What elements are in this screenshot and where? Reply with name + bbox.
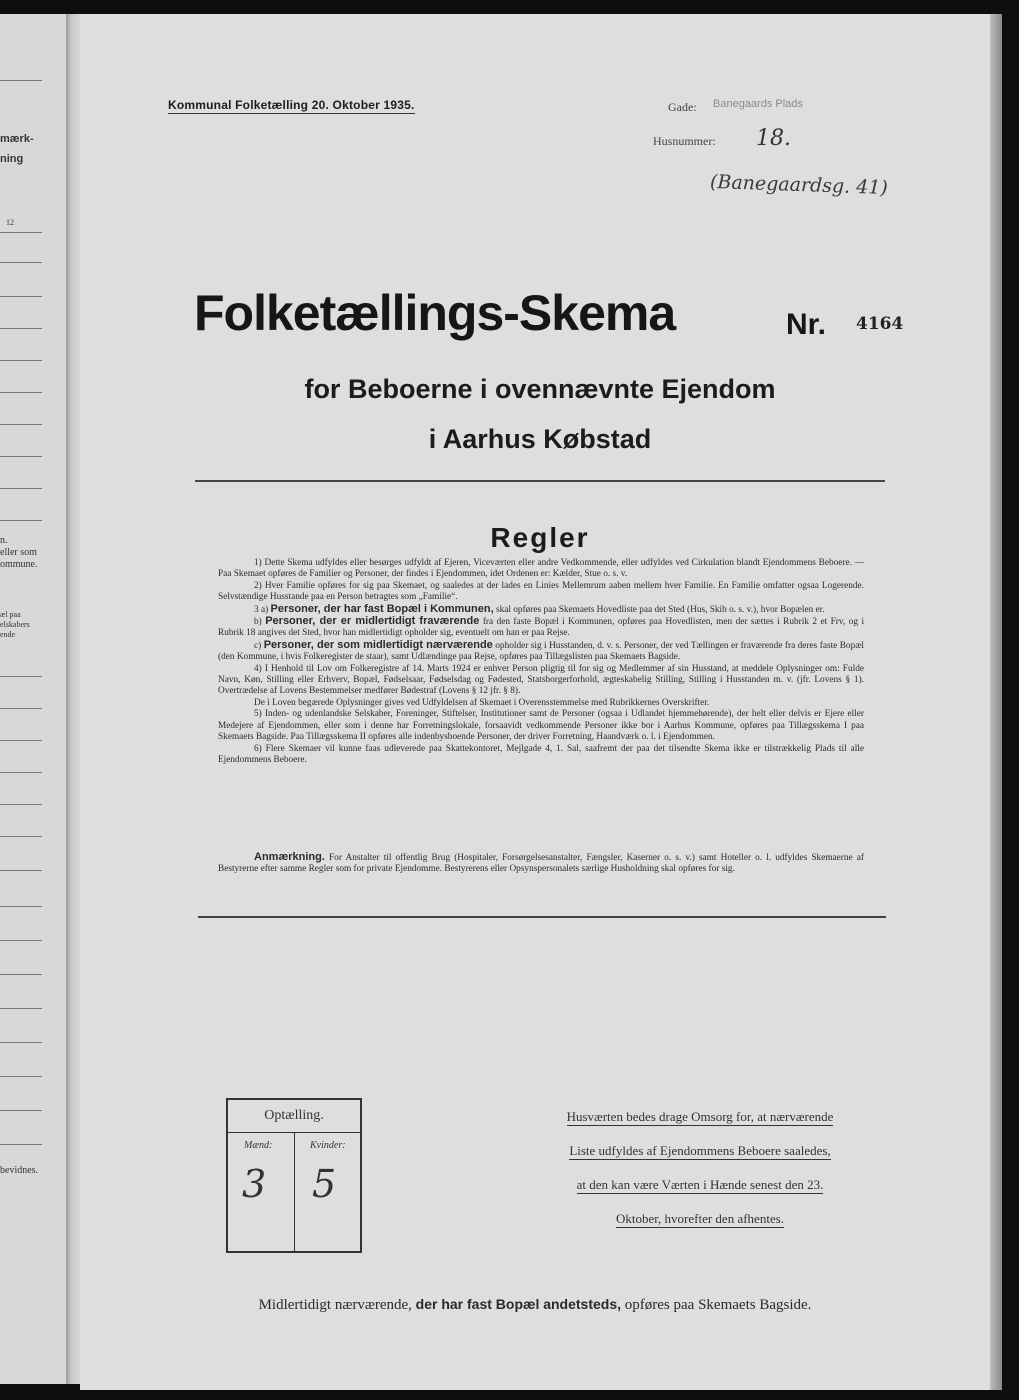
form-line: [0, 80, 42, 81]
divider: [198, 916, 886, 918]
rule-emphasis: Personer, der som midlertidigt nærværende: [263, 638, 493, 651]
form-line: [0, 906, 42, 907]
rule-4: 4) I Henhold til Lov om Folkeregistre af 14. Marts 1924 er enhver Person pligtig til for sig og Medlemmer af sin Husstand, at meddele Oplysninger om: Fulde Navn, Køn, Stilling eller Erhverv, Bopæl, Fødselsaar, Fødselsdag og Fødested, Statsborgerforhold, ægteskabelig Stilling, Stilling i Husstanden m. v. (jfr. Lovens § 1). Overtrædelse af Lovens Bestemmelser medfører Bødestraf (Lovens § 12 jfr. § 8).: [218, 663, 864, 697]
house-number-label: Husnummer:: [653, 134, 716, 148]
page-gutter: [66, 14, 80, 1384]
left-fragment: mærk-: [0, 133, 34, 145]
form-line: [0, 424, 42, 425]
landlord-notice: [520, 1104, 880, 1240]
form-line: [0, 804, 42, 805]
form-line: [0, 456, 42, 457]
form-line: [0, 262, 42, 263]
form-subtitle: for Beboerne i ovennævnte Ejendom: [304, 374, 776, 404]
form-line: [0, 836, 42, 837]
remark-label: Anmærkning.: [254, 851, 325, 863]
previous-page-strip: [0, 14, 66, 1384]
form-title: Folketællings-Skema: [194, 285, 676, 341]
census-heading: Kommunal Folketælling 20. Oktober 1935.: [168, 98, 415, 112]
form-line: [0, 1144, 42, 1145]
form-number: 4164: [856, 314, 904, 334]
form-line: [0, 708, 42, 709]
form-line: [0, 232, 42, 233]
women-count: 5: [312, 1162, 337, 1206]
footer-emphasis: der har fast Bopæl andetsteds,: [415, 1296, 622, 1312]
footer-text: Midlertidigt nærværende,: [258, 1297, 412, 1313]
rule-6: 6) Flere Skemaer vil kunne faas udleverede paa Skattekontoret, Mejlgade 4, 1. Sal, saafremt der paa det tilsendte Skema ikke er tilstrækkelig Plads til alle Ejendommens Beboere.: [218, 743, 864, 765]
footer-note: [80, 1296, 990, 1314]
footer-text: opføres paa Skemaets Bagside.: [624, 1297, 812, 1313]
rule-prefix: 3 a): [254, 604, 269, 615]
remark-text: For Anstalter til offentlig Brug (Hospitaler, Forsørgelsesanstalter, Fængsler, Kaserner o. s. v.) samt Hoteller o. l. udfyldes Skemaerne af Bestyrerne efter samme Regler som for private Ejendomme. Bestyrerens eller Opsynspersonalets særlige Husholdning skal opføres for sig.: [218, 853, 864, 875]
street-label: Gade:: [668, 100, 697, 114]
form-line: [0, 740, 42, 741]
form-number-label: Nr.: [786, 308, 827, 341]
notice-line: Oktober, hvorefter den afhentes.: [615, 1211, 785, 1226]
men-count: 3: [242, 1162, 267, 1206]
rule-4b: De i Loven begærede Oplysninger gives ved Udfyldelsen af Skemaet i Overensstemmelse med Rubrikkernes Overskrifter.: [254, 697, 710, 708]
rule-emphasis: Personer, der er midlertidigt fraværende: [265, 615, 480, 628]
rule-3c: [218, 640, 864, 664]
left-fragment: n.: [0, 535, 8, 546]
count-box: [226, 1098, 362, 1253]
rule-text: fra den faste Bopæl i Kommunen, opføres paa Hovedlisten, men der sættes i Rubrik 2 et Frv, og i Rubrik 18 angives det Sted, hvor han midlertidigt opholder sig, eventuelt om han er paa Rejse.: [218, 617, 865, 639]
form-line: [0, 940, 42, 941]
left-fragment: eller som: [0, 547, 37, 558]
notice-line: Husværten bedes drage Omsorg for, at nærværende: [566, 1109, 834, 1124]
left-fragment: elskabers: [0, 620, 30, 629]
form-line: [0, 360, 42, 361]
form-line: [0, 296, 42, 297]
form-line: [0, 1076, 42, 1077]
rules-heading: Regler: [490, 522, 590, 553]
form-line: [0, 772, 42, 773]
form-subtitle-city: i Aarhus Købstad: [428, 424, 652, 454]
street-value: Banegaards Plads: [713, 98, 803, 110]
notice-line: Liste udfyldes af Ejendommens Beboere saaledes,: [569, 1143, 831, 1158]
left-fragment: æl paa: [0, 610, 21, 619]
men-label: Mænd:: [244, 1140, 273, 1151]
census-form-page: [80, 14, 990, 1390]
form-line: [0, 328, 42, 329]
count-title: Optælling.: [264, 1108, 324, 1123]
form-line: [0, 392, 42, 393]
notice-line: at den kan være Værten i Hænde senest den 23.: [576, 1177, 824, 1192]
rule-2: 2) Hver Familie opføres for sig paa Skemaet, og saaledes at der lades en Linies Mellemrum aaben mellem hver Familie. En Familie omfatter ogsaa Logerende. Selvstændige Husstande paa en Person betragtes som „Familie“.: [218, 580, 864, 603]
handwritten-address-note: (Banegaardsg. 41): [709, 170, 889, 200]
form-line: [0, 1008, 42, 1009]
form-line: [0, 676, 42, 677]
rule-prefix: c): [254, 640, 262, 651]
rule-3b: [218, 616, 864, 640]
rule-5: 5) Inden- og udenlandske Selskaber, Foreninger, Stiftelser, Institutioner samt de Personer (ogsaa i Udlandet hjemmehørende), der helt eller delvis er Ejere eller Medejere af Ejendommen, eller som i denne har Forretningslokale, forsaavidt vedkommende Personer ikke bor i Aarhus Kommune, opføres paa Tillægsskema I paa Skemaets Bagside. Paa Tillægsskema II opføres alle indenbysboende Personer, der driver Forretning, Haandværk o. l. i Ejendommen.: [218, 709, 864, 743]
left-fragment: ende: [0, 630, 16, 639]
house-number-value: 18.: [756, 126, 791, 151]
left-fragment: 12: [6, 218, 14, 227]
form-line: [0, 974, 42, 975]
form-line: [0, 488, 42, 489]
rule-text: opholder sig i Husstanden, d. v. s. Personer, der ved Tællingen er fraværende fra deres faste Bopæl (den Kommune, i hvis Folkeregister de staar), samt Udlændinge paa Rejse, opføres paa Tillægslisten paa Skemaets Bagside.: [218, 640, 865, 663]
divider: [195, 480, 885, 482]
rule-emphasis: Personer, der har fast Bopæl i Kommunen,: [270, 602, 494, 615]
rules-text: [218, 558, 864, 766]
form-line: [0, 870, 42, 871]
page-edge: [990, 14, 1002, 1390]
form-line: [0, 1110, 42, 1111]
form-line: [0, 520, 42, 521]
left-fragment: ning: [0, 153, 24, 165]
remark: [218, 852, 864, 876]
form-line: [0, 1042, 42, 1043]
count-box-divider: [294, 1132, 295, 1251]
rule-prefix: b): [254, 617, 262, 628]
left-fragment: bevidnes.: [0, 1165, 39, 1176]
left-fragment: ommune.: [0, 559, 38, 570]
rule-1: 1) Dette Skema udfyldes eller besørges udfyldt af Ejeren, Viceværten eller andre Vedkommende, eller udfyldes ved Cirkulation blandt Ejendommens Beboere. — Paa Skemaet opføres de Familier og Personer, der findes i Ejendommen, idet Ordenen er: Kælder, Stue o. s. v.: [218, 558, 864, 580]
rule-text: skal opføres paa Skemaets Hovedliste paa det Sted (Hus, Skib o. s. v.), hvor Bopælen er.: [495, 604, 825, 615]
women-label: Kvinder:: [310, 1140, 346, 1151]
